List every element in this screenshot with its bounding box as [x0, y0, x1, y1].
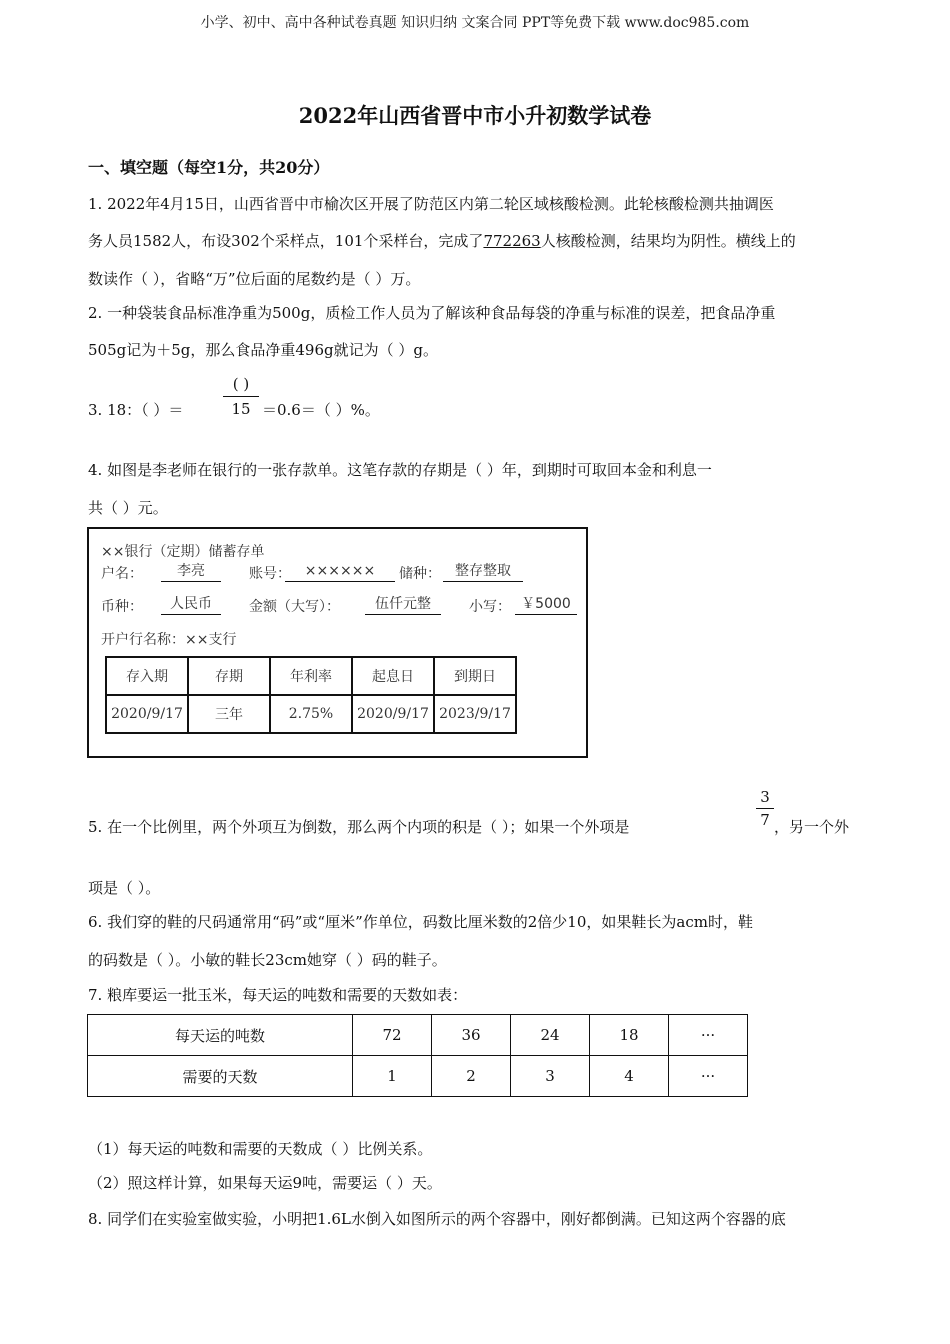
q1-underlined-number: 772263: [483, 232, 541, 250]
slip-name: 李亮: [161, 561, 221, 582]
q7-cell: 24: [511, 1015, 590, 1056]
q7-row-label: 每天运的吨数: [88, 1015, 353, 1056]
section-heading: 一、填空题（每空1分，共20分）: [88, 158, 330, 177]
page-header: 小学、初中、高中各种试卷真题 知识归纳 文案合同 PPT等免费下载 www.doc985.com: [200, 15, 750, 31]
q7-cell: 1: [353, 1056, 432, 1097]
slip-cell: 三年: [188, 695, 270, 733]
slip-table-header-row: [106, 657, 516, 695]
slip-account-label: 账号：: [249, 566, 291, 582]
slip-small-label: 小写：: [469, 599, 511, 615]
slip-cell: 2023/9/17: [434, 695, 516, 733]
q3-fraction-numerator: ( ): [232, 375, 250, 393]
slip-header-cell: 存入期: [106, 657, 188, 695]
q4-line2: 共（ ）元。: [88, 499, 168, 517]
slip-table: [105, 656, 517, 734]
slip-name-label: 户名：: [101, 566, 143, 582]
q3-text-a: 3. 18：（ ）＝: [88, 401, 184, 419]
q5-line2: 项是（ ）。: [88, 879, 161, 897]
slip-type-label: 储种：: [399, 566, 441, 582]
q7-row-tons: [88, 1015, 748, 1056]
slip-currency: 人民币: [161, 594, 221, 615]
q5-text-b: ，另一个外: [774, 818, 850, 836]
q7-table: [87, 1014, 748, 1097]
slip-cell: 2020/9/17: [106, 695, 188, 733]
slip-table-row: [106, 695, 516, 733]
q8-line1: 8. 同学们在实验室做实验，小明把1.6L水倒入如图所示的两个容器中，刚好都倒满。已知这两个容器的底: [88, 1210, 786, 1228]
slip-amount-label: 金额（大写）：: [249, 599, 340, 615]
q3-text-b: ＝0.6＝（ ）%。: [262, 401, 380, 419]
q7-cell: 72: [353, 1015, 432, 1056]
q7-row-days: [88, 1056, 748, 1097]
q5-fraction: [756, 786, 774, 831]
q1-text-a: 务人员1582人，布设302个采样点，101个采样台，完成了: [88, 232, 484, 250]
q7-cell: ···: [669, 1015, 748, 1056]
slip-currency-label: 币种：: [101, 599, 143, 615]
q7-cell: 2: [432, 1056, 511, 1097]
slip-header-cell: 年利率: [270, 657, 352, 695]
slip-header-cell: 到期日: [434, 657, 516, 695]
slip-amount: 伍仟元整: [365, 594, 441, 615]
deposit-slip: [87, 527, 588, 758]
q2-line1: 2. 一种袋装食品标准净重为500g，质检工作人员为了解该种食品每袋的净重与标准的误差，把食品净重: [88, 304, 776, 322]
slip-type: 整存整取: [443, 561, 523, 582]
q2-line2: 505g记为＋5g，那么食品净重496g就记为（ ）g。: [88, 341, 438, 359]
slip-title: ××银行（定期）储蓄存单: [101, 544, 265, 560]
q7-sub1: （1）每天运的吨数和需要的天数成（ ）比例关系。: [88, 1140, 433, 1158]
q1-line3: 数读作（ ），省略“万”位后面的尾数约是（ ）万。: [88, 270, 421, 288]
slip-cell: 2.75%: [270, 695, 352, 733]
q3-fraction-denominator: 15: [223, 396, 259, 421]
q7-line1: 7. 粮库要运一批玉米，每天运的吨数和需要的天数如表：: [88, 986, 468, 1004]
slip-header-cell: 存期: [188, 657, 270, 695]
q7-row-label: 需要的天数: [88, 1056, 353, 1097]
slip-bank-label: 开户行名称：××支行: [101, 632, 237, 648]
page-title: 2022年山西省晋中市小升初数学试卷: [298, 103, 652, 128]
q5-fraction-numerator: 3: [760, 788, 770, 806]
q7-cell: 3: [511, 1056, 590, 1097]
q3-fraction: [223, 372, 259, 421]
slip-cell: 2020/9/17: [352, 695, 434, 733]
slip-small: ￥5000: [515, 594, 577, 615]
q7-cell: 18: [590, 1015, 669, 1056]
slip-header-cell: 起息日: [352, 657, 434, 695]
q7-cell: 36: [432, 1015, 511, 1056]
q1-text-b: 人核酸检测，结果均为阴性。横线上的: [540, 232, 796, 250]
q1-line1: 1. 2022年4月15日，山西省晋中市榆次区开展了防范区内第二轮区域核酸检测。此轮核酸检测共抽调医: [88, 195, 774, 213]
q5-fraction-denominator: 7: [756, 808, 774, 831]
q7-cell: 4: [590, 1056, 669, 1097]
slip-account: ××××××: [285, 561, 395, 582]
q7-cell: ···: [669, 1056, 748, 1097]
q1-line2: [88, 230, 796, 251]
q4-line1: 4. 如图是李老师在银行的一张存款单。这笔存款的存期是（ ）年，到期时可取回本金和利息一: [88, 461, 712, 479]
q6-line2: 的码数是（ ）。小敏的鞋长23cm她穿（ ）码的鞋子。: [88, 951, 447, 969]
q5-text-a: 5. 在一个比例里，两个外项互为倒数，那么两个内项的积是（ ）；如果一个外项是: [88, 818, 630, 836]
q6-line1: 6. 我们穿的鞋的尺码通常用“码”或“厘米”作单位，码数比厘米数的2倍少10，如果鞋长为acm时，鞋: [88, 913, 753, 931]
q7-sub2: （2）照这样计算，如果每天运9吨，需要运（ ）天。: [88, 1174, 442, 1192]
